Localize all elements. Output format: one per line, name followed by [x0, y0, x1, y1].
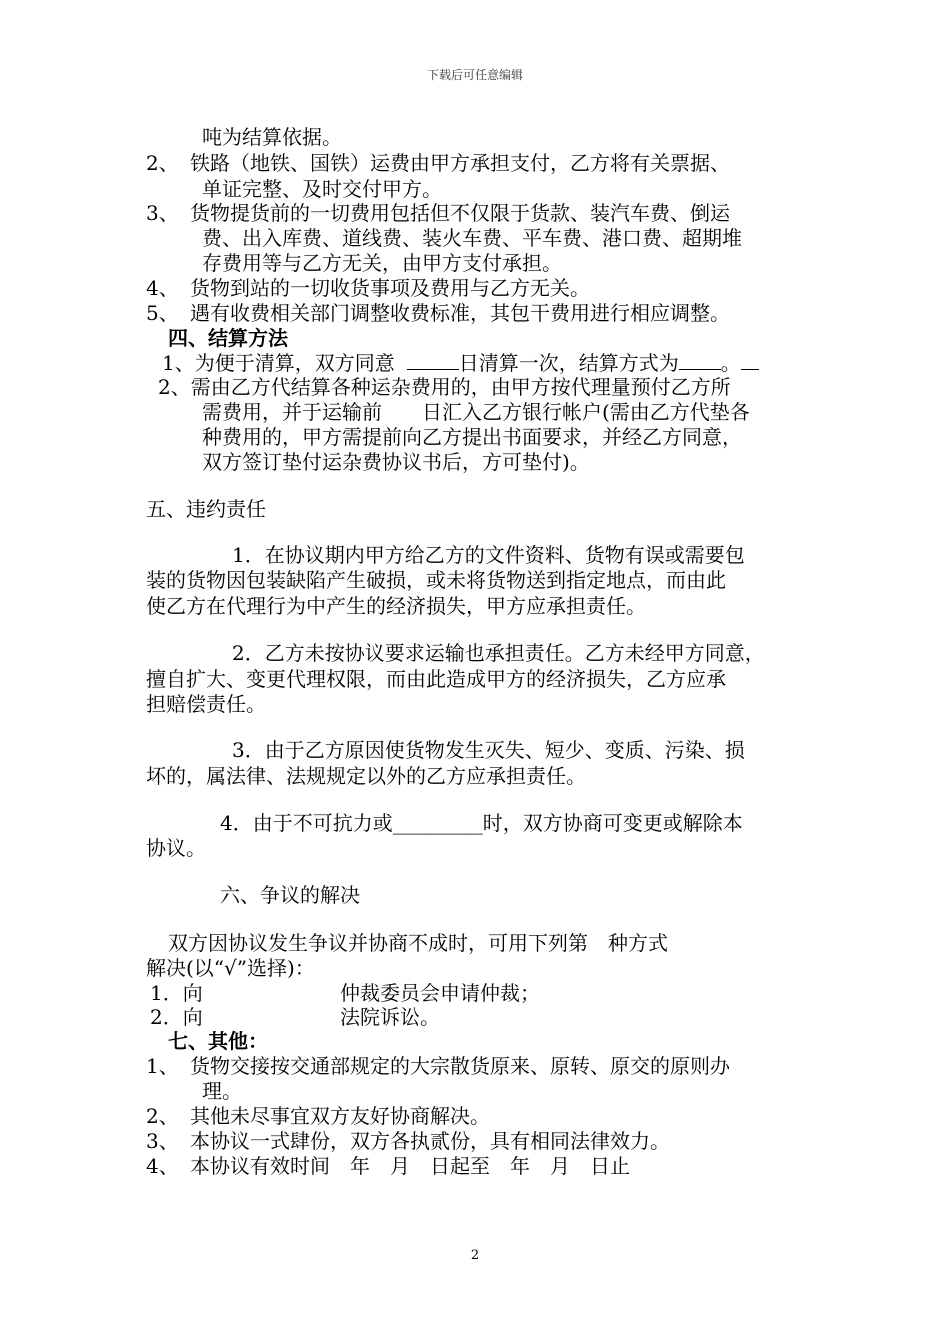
clause-number: 5、 — [146, 301, 179, 325]
paragraph-line: 坏的，属法律、法规规定以外的乙方应承担责任。 — [146, 764, 586, 788]
clause-line: 本协议有效时间 年 月 日起至 年 月 日止 — [190, 1154, 630, 1178]
paragraph-line: 擅自扩大、变更代理权限，而由此造成甲方的经济损失，乙方应承 — [146, 667, 726, 691]
clause-number: 4、 — [146, 276, 179, 300]
paragraph-line: 使乙方在代理行为中产生的经济损失，甲方应承担责任。 — [146, 594, 646, 618]
paragraph-line: 装的货物因包装缺陷产生破损，或未将货物送到指定地点，而由此 — [146, 568, 726, 592]
paragraph-line: 协议。 — [146, 836, 206, 860]
clause-number: 1、 — [146, 1054, 179, 1078]
clause-line: 货物交接按交通部规定的大宗散货原来、原转、原交的原则办 — [190, 1054, 730, 1078]
page-number: 2 — [470, 1248, 480, 1263]
settlement-text-c: 。 — [720, 351, 741, 375]
paragraph-line: 担赔偿责任。 — [146, 692, 266, 716]
section-heading: 五、违约责任 — [146, 497, 266, 521]
clause-number: 2、 — [146, 151, 179, 175]
option-number: 2．向 — [150, 1005, 203, 1029]
blank-method[interactable] — [679, 349, 721, 370]
blank-days[interactable] — [407, 349, 459, 370]
clause-line: 遇有收费相关部门调整收费标准，其包干费用进行相应调整。 — [190, 301, 730, 325]
settlement-text-a: 1、为便于清算，双方同意 — [162, 351, 395, 375]
section-heading: 七、其他： — [168, 1029, 268, 1053]
option-text: 仲裁委员会申请仲裁； — [340, 981, 540, 1005]
clause-line: 铁路（地铁、国铁）运费由甲方承担支付，乙方将有关票据、 — [190, 151, 730, 175]
clause-line: 单证完整、及时交付甲方。 — [202, 177, 442, 201]
clause-line: 货物到站的一切收货事项及费用与乙方无关。 — [190, 276, 590, 300]
clause-line: 双方签订垫付运杂费协议书后，方可垫付)。 — [202, 450, 590, 474]
paragraph-line: 2．乙方未按协议要求运输也承担责任。乙方未经甲方同意， — [232, 641, 765, 665]
clause-line: 货物提货前的一切费用包括但不仅限于货款、装汽车费、倒运 — [190, 201, 730, 225]
clause-line: 其他未尽事宜双方友好协商解决。 — [190, 1104, 490, 1128]
settlement-line — [162, 349, 759, 376]
clause-line: 本协议一式肆份，双方各执贰份，具有相同法律效力。 — [190, 1129, 670, 1153]
blank-tail — [741, 349, 759, 370]
clause-line: 费、出入库费、道线费、装火车费、平车费、港口费、超期堆 — [202, 226, 742, 250]
settlement-text-b: 日清算一次，结算方式为 — [458, 351, 679, 375]
option-text: 法院诉讼。 — [340, 1005, 440, 1029]
clause-line: 理。 — [202, 1079, 242, 1103]
clause-number: 4、 — [146, 1154, 179, 1178]
clause-line: 存费用等与乙方无关，由甲方支付承担。 — [202, 251, 562, 275]
paragraph-line: 1．在协议期内甲方给乙方的文件资料、货物有误或需要包 — [232, 543, 745, 567]
clause-line: 2、需由乙方代结算各种运杂费用的，由甲方按代理量预付乙方所 — [158, 375, 731, 399]
page-header: 下载后可任意编辑 — [426, 68, 523, 82]
clause-line: 吨为结算依据。 — [202, 125, 342, 149]
paragraph-line: 3．由于乙方原因使货物发生灭失、短少、变质、污染、损 — [232, 738, 745, 762]
clause-number: 2、 — [146, 1104, 179, 1128]
paragraph-line: 双方因协议发生争议并协商不成时，可用下列第 种方式 — [168, 931, 668, 955]
option-number: 1．向 — [150, 981, 203, 1005]
clause-line: 需费用，并于运输前 日汇入乙方银行帐户(需由乙方代垫各 — [202, 400, 750, 424]
section-heading: 六、争议的解决 — [220, 883, 360, 907]
clause-line: 种费用的，甲方需提前向乙方提出书面要求，并经乙方同意， — [202, 425, 742, 449]
paragraph-line: 4．由于不可抗力或_________时，双方协商可变更或解除本 — [220, 811, 743, 835]
clause-number: 3、 — [146, 1129, 179, 1153]
paragraph-line: 解决(以“√”选择)： — [146, 956, 315, 980]
clause-number: 3、 — [146, 201, 179, 225]
section-heading: 四、结算方法 — [168, 326, 288, 350]
